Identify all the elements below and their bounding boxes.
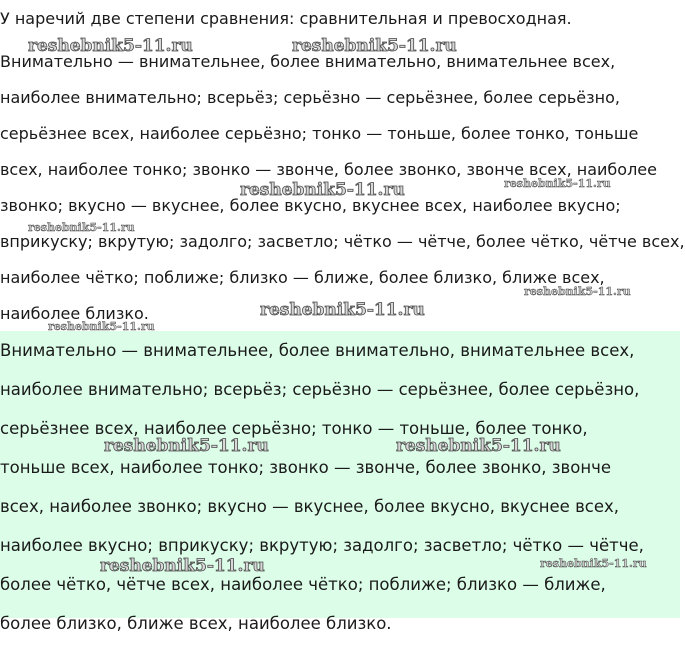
text-line: наиболее вкусно; вприкуску; вкрутую; задолго; засветло; чётко — чётче, xyxy=(0,536,644,555)
text-line: более чётко, чётче всех, наиболее чётко; поближе; близко — ближе, xyxy=(0,575,606,594)
intro-text: У наречий две степени сравнения: сравнительная и превосходная. xyxy=(0,9,572,28)
answer-text-highlighted xyxy=(0,331,680,633)
text-line: Внимательно — внимательнее, более внимательно, внимательнее всех, xyxy=(0,341,635,360)
text-line: Внимательно — внимательнее, более внимательно, внимательнее всех, xyxy=(0,52,616,71)
text-line: вприкуску; вкрутую; задолго; засветло; чётко — чётче, более чётко, чётче всех, xyxy=(0,232,685,251)
text-line: наиболее чётко; поближе; близко — ближе, более близко, ближе всех, xyxy=(0,268,605,287)
watermark: reshebnik5-11.ru xyxy=(240,180,405,200)
watermark: reshebnik5-11.ru xyxy=(260,300,425,320)
text-line: всех, наиболее звонко; вкусно — вкуснее, более вкусно, вкуснее всех, xyxy=(0,497,620,516)
text-line: всех, наиболее тонко; звонко — звонче, более звонко, звонче всех, наиболее xyxy=(0,160,657,179)
answer-text-plain xyxy=(0,51,685,339)
watermark: reshebnik5-11.ru xyxy=(524,285,631,298)
text-line: серьёзнее всех, наиболее серьёзно; тонко — тоньше, более тонко, тоньше xyxy=(0,124,639,143)
text-line: звонко; вкусно — вкуснее, более вкусно, вкуснее всех, наиболее вкусно; xyxy=(0,196,621,215)
text-line: наиболее внимательно; всерьёз; серьёзно — серьёзнее, более серьёзно, xyxy=(0,88,620,107)
watermark: reshebnik5-11.ru xyxy=(48,320,155,333)
watermark: reshebnik5-11.ru xyxy=(28,36,193,56)
text-line: тоньше всех, наиболее тонко; звонко — звонче, более звонко, звонче xyxy=(0,458,612,477)
text-line: более близко, ближе всех, наиболее близко. xyxy=(0,614,392,633)
watermark: reshebnik5-11.ru xyxy=(292,36,457,56)
text-line: серьёзнее всех, наиболее серьёзно; тонко — тоньше, более тонко, xyxy=(0,419,588,438)
watermark: reshebnik5-11.ru xyxy=(396,436,561,456)
watermark: reshebnik5-11.ru xyxy=(504,177,611,190)
watermark: reshebnik5-11.ru xyxy=(100,556,265,576)
watermark: reshebnik5-11.ru xyxy=(540,557,647,570)
watermark: reshebnik5-11.ru xyxy=(28,221,135,234)
text-line: наиболее близко. xyxy=(0,304,149,323)
watermark: reshebnik5-11.ru xyxy=(104,436,269,456)
text-line: наиболее внимательно; всерьёз; серьёзно — серьёзнее, более серьёзно, xyxy=(0,380,640,399)
